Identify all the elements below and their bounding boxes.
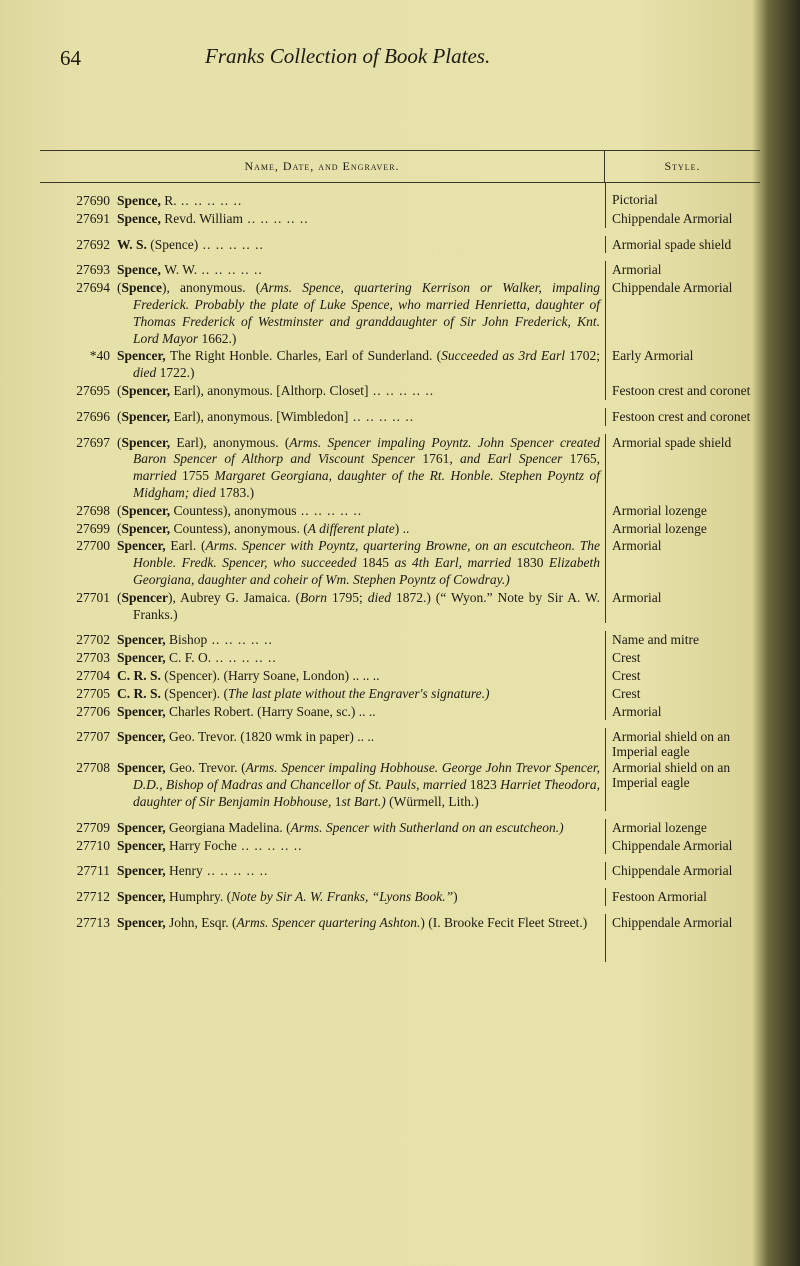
catalogue-entry xyxy=(40,279,760,347)
entry-text: 1795; xyxy=(327,589,368,605)
entry-description xyxy=(117,261,600,279)
entry-number: 27698 xyxy=(76,502,110,518)
entry-text: John, Esqr. ( xyxy=(169,914,237,930)
entry-text: Humphry. ( xyxy=(169,889,232,905)
entry-text: Countess), anonymous xyxy=(173,502,297,518)
entry-style: Armorial lozenge xyxy=(612,819,707,835)
entry-note-italic: married xyxy=(133,468,177,484)
catalogue-entry xyxy=(40,854,760,880)
catalogue-entry xyxy=(40,253,760,279)
entry-text: ( xyxy=(117,589,122,605)
entry-text: 1702; xyxy=(565,348,600,364)
entry-number: 27713 xyxy=(76,914,110,930)
entry-text: Bishop xyxy=(169,632,208,648)
entry-note-italic: Succeeded as 3rd Earl xyxy=(441,348,566,364)
entry-description xyxy=(117,434,600,502)
entry-description xyxy=(117,183,600,210)
entry-note-italic: Margaret Georgiana, daughter of the Rt. Honble. Stephen Poyntz of Midgham; died xyxy=(133,468,601,500)
catalogue-entry xyxy=(40,589,760,624)
entry-name: Spencer, xyxy=(117,914,170,930)
entry-name: Spencer, xyxy=(117,632,170,648)
entry-style: Crest xyxy=(612,667,641,683)
entry-description xyxy=(117,685,600,703)
entry-number: 27706 xyxy=(76,703,110,719)
entry-text: ( xyxy=(117,382,122,398)
column-header-style: Style. xyxy=(664,159,701,173)
entry-name: Spence, xyxy=(117,193,165,208)
entry-note-italic: and Earl Spencer xyxy=(460,451,563,467)
entry-text: Charles Robert. (Harry Soane, sc.) .. .. xyxy=(169,703,376,719)
entry-text: 1823 xyxy=(466,777,501,793)
catalogue-entry xyxy=(40,426,760,502)
entry-name: Spencer, xyxy=(117,729,170,745)
entry-number: 27708 xyxy=(76,760,110,776)
entry-style: Armorial spade shield xyxy=(612,434,732,450)
entry-text: 1722.) xyxy=(156,365,195,381)
entry-text: 1 xyxy=(331,793,342,809)
catalogue-entry xyxy=(40,382,760,400)
entry-number: 27690 xyxy=(76,193,110,208)
table-tail xyxy=(40,932,760,962)
entry-number: 27695 xyxy=(76,382,110,398)
entry-text: ( xyxy=(117,502,122,518)
entry-text: 1845 xyxy=(356,555,395,571)
entry-style: Crest xyxy=(612,650,641,666)
entry-number: 27700 xyxy=(76,538,110,554)
entry-description xyxy=(117,914,600,932)
catalogue-table xyxy=(40,150,760,962)
entry-style: Armorial shield on an Imperial eagle xyxy=(612,760,731,790)
entry-text: (Spencer). (Harry Soane, London) .. .. .. xyxy=(164,667,380,683)
entry-text: ( xyxy=(117,434,122,450)
entry-number: 27704 xyxy=(76,667,110,683)
entry-name: Spencer, xyxy=(117,538,171,554)
entry-style: Armorial xyxy=(612,262,662,278)
entry-number: 27702 xyxy=(76,632,110,648)
entry-description xyxy=(117,382,600,400)
entry-number: 27701 xyxy=(76,589,110,605)
entry-name: Spencer, xyxy=(117,703,170,719)
catalogue-entry xyxy=(40,703,760,721)
entry-number: 27692 xyxy=(76,236,110,252)
entry-note-italic: Note by Sir A. W. Franks, “Lyons Book.” xyxy=(231,889,454,905)
entry-text: Earl), anonymous. ( xyxy=(176,434,290,450)
entry-description xyxy=(117,703,600,721)
entry-description xyxy=(117,279,600,347)
entry-note-italic: A different plate xyxy=(307,520,395,536)
entry-text: (Spence) xyxy=(150,236,199,252)
entry-style: Festoon crest and coronet xyxy=(612,382,751,398)
entry-name: Spencer, xyxy=(117,650,170,666)
catalogue-entry xyxy=(40,906,760,932)
entry-description xyxy=(117,819,600,837)
catalogue-entry xyxy=(40,502,760,520)
entry-description xyxy=(117,862,600,880)
entry-style: Armorial xyxy=(612,703,662,719)
entry-text: (Spencer). ( xyxy=(164,685,228,701)
catalogue-entry xyxy=(40,210,760,228)
catalogue-entry xyxy=(40,400,760,426)
entry-text: 1872.) (“ Wyon.” Note by Sir A. W. Franks.) xyxy=(133,589,600,622)
catalogue-entry xyxy=(40,667,760,685)
entry-style: Festoon crest and coronet xyxy=(612,408,751,424)
entry-number: 27694 xyxy=(76,280,110,296)
entry-description xyxy=(117,537,600,588)
entry-text: Countess), anonymous. ( xyxy=(173,520,308,536)
entry-note-italic: The last plate without the Engraver's signature.) xyxy=(227,685,490,701)
catalogue-entry xyxy=(40,649,760,667)
entry-name: C. R. S. xyxy=(117,667,165,683)
entry-description xyxy=(117,649,600,667)
catalogue-entry xyxy=(40,228,760,254)
page-number: 64 xyxy=(60,46,81,70)
catalogue-entry xyxy=(40,537,760,588)
entry-text: Geo. Trevor. ( xyxy=(169,760,246,776)
entry-text: 1755 xyxy=(176,468,215,484)
entry-text: 1662.) xyxy=(198,330,237,346)
catalogue-entry xyxy=(40,880,760,906)
entry-name: Spencer, xyxy=(117,348,170,364)
entry-style: Crest xyxy=(612,685,641,701)
entries-list xyxy=(40,183,760,932)
entry-text: 1765, xyxy=(562,451,601,467)
entry-text: ) (I. Brooke Fecit Fleet Street.) xyxy=(420,914,588,930)
column-header-row xyxy=(40,151,760,183)
entry-note-italic: Arms. Spence, quartering Kerrison or Walker, impaling Frederick. Probably the plate of Luke Spence, who married Henrietta, daughter of Thomas Frederick of Westminster and granddaughter of Sir John Frederick, Knt. Lord Mayor xyxy=(133,280,600,346)
entry-text: ), Aubrey G. Jamaica. ( xyxy=(168,589,300,605)
entry-style: Chippendale Armorial xyxy=(612,863,733,879)
entry-name: W. S. xyxy=(117,236,151,252)
entry-number: 27712 xyxy=(76,889,110,905)
entry-note-italic: Harriet Theodora, daughter of Sir Benjamin Hobhouse, xyxy=(133,777,601,809)
entry-name: C. R. S. xyxy=(117,685,165,701)
entry-style: Early Armorial xyxy=(612,348,694,364)
entry-description xyxy=(117,837,600,855)
entry-style: Armorial shield on an Imperial eagle xyxy=(612,729,731,759)
entry-number: 27705 xyxy=(76,685,110,701)
entry-description xyxy=(117,888,600,906)
entry-number: 27691 xyxy=(76,210,110,226)
entry-text: ), anonymous. ( xyxy=(162,280,261,296)
entry-note-italic: died xyxy=(133,365,157,381)
entry-description xyxy=(117,520,600,538)
entry-style: Armorial lozenge xyxy=(612,502,707,518)
entry-number: 27710 xyxy=(76,837,110,853)
entry-text: Georgiana Madelina. ( xyxy=(169,819,291,835)
entry-text: W. W. xyxy=(164,262,198,278)
entry-note-italic: Elizabeth Georgiana, daughter and coheir of Wm. Stephen Poyntz of Cowdray.) xyxy=(133,555,600,587)
entry-style: Pictorial xyxy=(612,192,658,207)
entry-name: Spencer, xyxy=(117,889,170,905)
entry-text: Henry xyxy=(169,863,203,879)
entry-name: Spencer, xyxy=(117,760,170,776)
entry-name: Spence, xyxy=(117,210,165,226)
entry-text: Revd. William xyxy=(164,210,243,226)
catalogue-entry xyxy=(40,720,760,759)
entry-text: ( xyxy=(117,408,122,424)
entry-text: 1830 xyxy=(511,555,549,571)
entry-name: Spencer, xyxy=(117,837,170,853)
catalogue-entry xyxy=(40,183,760,210)
entry-description xyxy=(117,408,600,426)
catalogue-entry xyxy=(40,347,760,382)
entry-number: 27711 xyxy=(76,863,110,879)
entry-note-italic: Born xyxy=(300,589,327,605)
entry-text: 1783.) xyxy=(215,484,255,500)
entry-name: Spencer xyxy=(121,589,168,605)
entry-name: Spencer, xyxy=(117,863,170,879)
entry-name: Spencer, xyxy=(121,408,174,424)
entry-style: Chippendale Armorial xyxy=(612,280,733,296)
entry-number: 27707 xyxy=(76,729,110,745)
entry-style: Armorial spade shield xyxy=(612,236,732,252)
entry-text: ) .. xyxy=(394,520,410,536)
entry-note-italic: as 4th Earl, married xyxy=(394,555,512,571)
entry-name: Spencer, xyxy=(121,502,174,518)
entry-style: Armorial xyxy=(612,538,662,554)
catalogue-entry xyxy=(40,685,760,703)
entry-name: Spence xyxy=(121,280,162,296)
entry-note-italic: Arms. Spencer impaling Poyntz. John Spencer created Baron Spencer of Althorp and Viscount Spencer xyxy=(133,434,600,467)
entry-number: 27703 xyxy=(76,650,110,666)
catalogue-entry xyxy=(40,623,760,649)
entry-note-italic: Arms. Spencer with Sutherland on an escutcheon.) xyxy=(290,819,564,835)
entry-note-italic: Arms. Spencer quartering Ashton. xyxy=(236,914,421,930)
entry-text: R. xyxy=(164,193,177,208)
entry-name: Spencer, xyxy=(121,434,177,450)
entry-name: Spence, xyxy=(117,262,165,278)
page-title: Franks Collection of Book Plates. xyxy=(205,44,491,68)
entry-text: Earl. ( xyxy=(170,538,206,554)
entry-number: 27697 xyxy=(76,434,110,450)
entry-description xyxy=(117,236,600,254)
entry-text: ( xyxy=(117,520,122,536)
entry-text: The Right Honble. Charles, Earl of Sunderland. ( xyxy=(169,348,442,364)
entry-text: ( xyxy=(117,280,122,296)
entry-number: 27709 xyxy=(76,819,110,835)
entry-number: 27693 xyxy=(76,262,110,278)
entry-style: Chippendale Armorial xyxy=(612,210,733,226)
entry-name: Spencer, xyxy=(121,520,174,536)
entry-number: 27699 xyxy=(76,520,110,536)
catalogue-entry xyxy=(40,520,760,538)
entry-text: C. F. O. xyxy=(169,650,212,666)
entry-note-italic: st Bart.) xyxy=(341,793,386,809)
entry-style: Festoon Armorial xyxy=(612,889,707,905)
entry-description xyxy=(117,502,600,520)
entry-text: (Würmell, Lith.) xyxy=(385,793,479,809)
entry-style: Armorial lozenge xyxy=(612,520,707,536)
entry-style: Chippendale Armorial xyxy=(612,914,733,930)
entry-description xyxy=(117,589,600,624)
entry-text: ) xyxy=(453,889,458,905)
entry-note-italic: Arms. Spencer impaling Hobhouse. George John Trevor Spencer, D.D., Bishop of Madras and Chancellor of St. Pauls, married xyxy=(133,760,600,793)
entry-description xyxy=(117,210,600,228)
entry-style: Name and mitre xyxy=(612,632,699,648)
catalogue-entry xyxy=(40,837,760,855)
entry-note-italic: died xyxy=(367,589,391,605)
entry-name: Spencer, xyxy=(117,819,170,835)
catalogue-entry xyxy=(40,811,760,837)
entry-number: *40 xyxy=(89,348,110,364)
entry-text: Earl), anonymous. [Althorp. Closet] xyxy=(173,382,369,398)
entry-text: Harry Foche xyxy=(169,837,237,853)
entry-style: Armorial xyxy=(612,589,662,605)
column-divider xyxy=(40,932,606,962)
entry-note-italic: Arms. Spencer with Poyntz, quartering Browne, on an escutcheon. The Honble. Fredk. Spencer, who succeeded xyxy=(133,538,600,571)
entry-description xyxy=(117,667,600,685)
column-header-name: Name, Date, and Engraver. xyxy=(40,151,605,182)
entry-description xyxy=(117,631,600,649)
entry-number: 27696 xyxy=(76,408,110,424)
entry-name: Spencer, xyxy=(121,382,174,398)
entry-text: 1761, xyxy=(415,451,460,467)
entry-description xyxy=(117,728,600,746)
entry-style: Chippendale Armorial xyxy=(612,837,733,853)
entry-text: Earl), anonymous. [Wimbledon] xyxy=(173,408,349,424)
entry-text: Geo. Trevor. (1820 wmk in paper) .. .. xyxy=(169,729,375,745)
entry-description xyxy=(117,759,600,810)
catalogue-entry xyxy=(40,759,760,810)
entry-description xyxy=(117,347,600,382)
